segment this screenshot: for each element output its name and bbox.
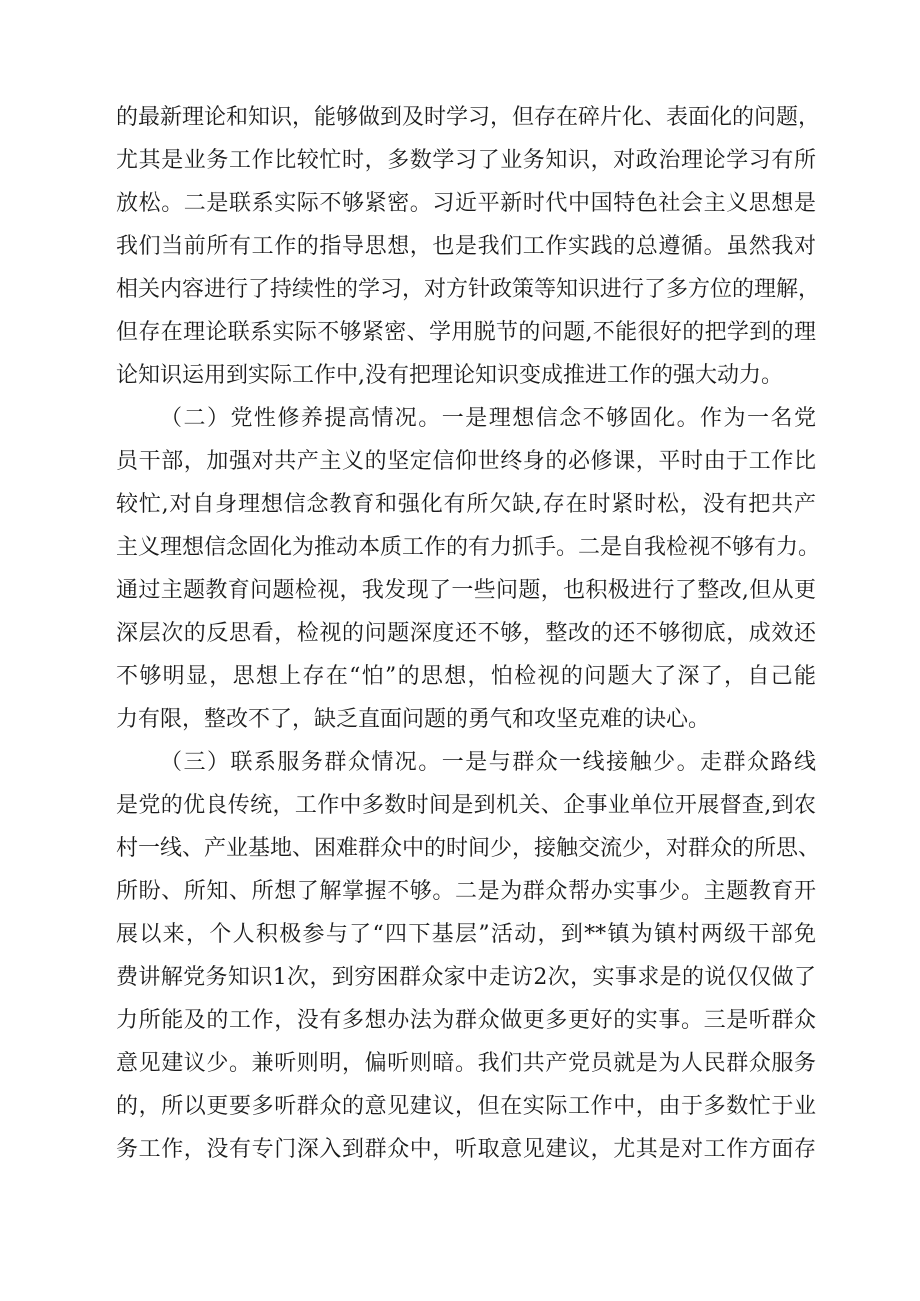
text-line: 相关内容进行了持续性的学习，对方针政策等知识进行了多方位的理解， xyxy=(116,277,821,302)
text-line: 但存在理论联系实际不够紧密、学用脱节的问题,不能很好的把学到的理 xyxy=(116,320,816,345)
text-line: 论知识运用到实际工作中,没有把理论知识变成推进工作的强大动力。 xyxy=(116,363,783,388)
text-line: 费讲解党务知识1次，到穷困群众家中走访2次，实事求是的说仅仅做了 xyxy=(116,965,816,990)
text-line: 尤其是业务工作比较忙时，多数学习了业务知识，对政治理论学习有所 xyxy=(116,148,816,173)
text-line: 主义理想信念固化为推动本质工作的有力抓手。二是自我检视不够有力。 xyxy=(116,535,821,560)
text-line: 不够明显，思想上存在“怕”的思想，怕检视的问题大了深了，自己能 xyxy=(116,664,816,689)
text-line: 的，所以更要多听群众的意见建议，但在实际工作中，由于多数忙于业 xyxy=(116,1094,816,1119)
text-line: 所盼、所知、所想了解掌握不够。二是为群众帮办实事少。主题教育开 xyxy=(116,879,816,904)
text-line: 深层次的反思看，检视的问题深度还不够，整改的还不够彻底，成效还 xyxy=(116,621,816,646)
text-line: 务工作，没有专门深入到群众中，听取意见建议，尤其是对工作方面存 xyxy=(116,1137,816,1162)
text-line: 是党的优良传统，工作中多数时间是到机关、企事业单位开展督查,到农 xyxy=(116,793,816,818)
text-line: 的最新理论和知识，能够做到及时学习，但存在碎片化、表面化的问题， xyxy=(116,105,821,130)
text-line: 村一线、产业基地、困难群众中的时间少，接触交流少，对群众的所思、 xyxy=(116,836,821,861)
body-text xyxy=(116,96,821,1171)
text-line: 展以来，个人积极参与了“四下基层”活动，到**镇为镇村两级干部免 xyxy=(116,922,816,947)
section-heading-line: （三）联系服务群众情况。一是与群众一线接触少。走群众路线 xyxy=(160,750,816,775)
section-heading-line: （二）党性修养提高情况。一是理想信念不够固化。作为一名党 xyxy=(160,406,816,431)
text-line: 力有限，整改不了，缺乏直面问题的勇气和攻坚克难的诀心。 xyxy=(116,707,711,732)
text-line: 员干部，加强对共产主义的坚定信仰世终身的必修课，平时由于工作比 xyxy=(116,449,816,474)
text-line: 意见建议少。兼听则明，偏听则暗。我们共产党员就是为人民群众服务 xyxy=(116,1051,816,1076)
text-line: 放松。二是联系实际不够紧密。习近平新时代中国特色社会主义思想是 xyxy=(116,191,816,216)
text-line: 通过主题教育问题检视，我发现了一些问题，也积极进行了整改,但从更 xyxy=(116,578,816,603)
text-line: 较忙,对自身理想信念教育和强化有所欠缺,存在时紧时松，没有把共产 xyxy=(116,492,816,517)
text-line: 力所能及的工作，没有多想办法为群众做更多更好的实事。三是听群众 xyxy=(116,1008,816,1033)
text-line: 我们当前所有工作的指导思想，也是我们工作实践的总遵循。虽然我对 xyxy=(116,234,816,259)
